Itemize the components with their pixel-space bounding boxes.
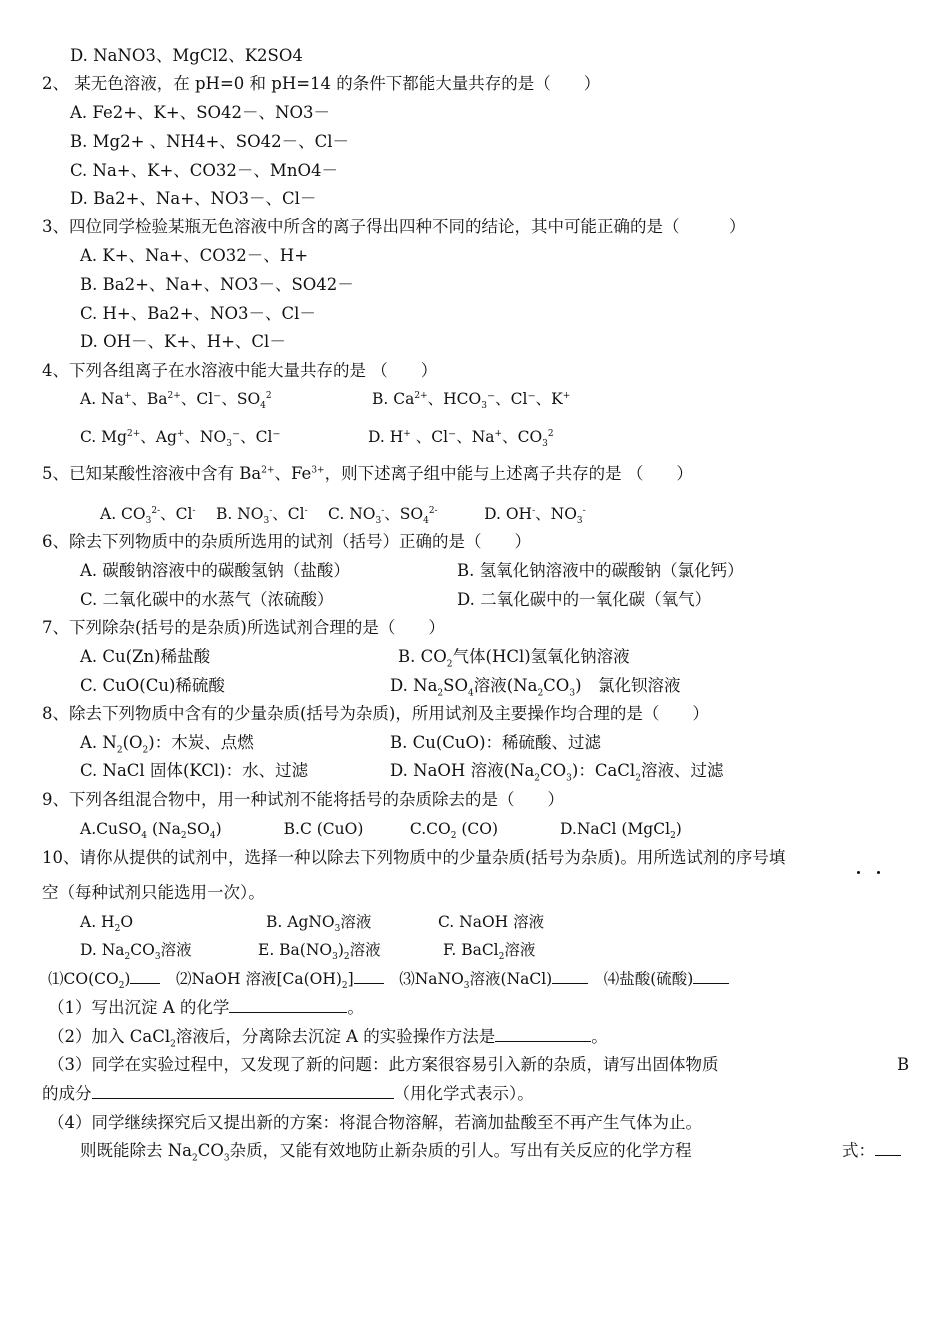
q3-option-d: D. OH－、K+、H+、Cl－ (80, 332, 286, 351)
q8-option-d: D. NaOH 溶液$(Na_2CO_3)$：CaCl$_2$溶液、过滤 (390, 761, 724, 784)
q10-stem-line1: 10、请你从提供的试剂中，选择一种以除去下列物质中的少量杂质(括号为杂质)。用所选试剂的序号填 (42, 848, 786, 867)
q9-stem: 9、下列各组混合物中，用一种试剂不能将括号的杂质除去的是（ ） (42, 790, 564, 809)
q8-option-c: C. NaCl 固体(KCl)：水、过滤 (80, 761, 309, 780)
sub-question-4-cont: 则既能除去 $Na_2CO_3$杂质，又能有效地防止新杂质的引人。写出有关反应的化学方程 (80, 1141, 692, 1164)
sub-question-3-cont: 的成分 （用化学式表示）。 (42, 1084, 534, 1103)
q8-option-a: A. $N_2(O_2)$：木炭、点燃 (80, 733, 254, 756)
q6-option-b: B. 氢氧化钠溶液中的碳酸钠（氯化钙） (457, 561, 744, 580)
answer-blank-1[interactable] (130, 969, 160, 984)
q3-option-a: A. K+、Na+、CO32－、H+ (80, 246, 309, 265)
q10-reagent-f: F. BaCl$_2$溶液 (443, 941, 536, 963)
q10-reagent-c: C. NaOH 溶液 (438, 913, 545, 931)
sub-question-3-letter: B (897, 1055, 910, 1074)
q10-reagent-e: E. $Ba(NO_3)_2$溶液 (258, 941, 381, 963)
q6-option-a: A. 碳酸钠溶液中的碳酸氢钠（盐酸） (80, 561, 350, 580)
emphasis-dot (857, 871, 860, 874)
q7-option-a: A. Cu(Zn)稀盐酸 (80, 647, 211, 666)
q10-reagent-d: D. $Na_2CO_3$溶液 (80, 941, 192, 963)
sub-question-3: （3）同学在实验过程中，又发现了新的问题：此方案很容易引入新的杂质，请写出固体物质 (48, 1055, 719, 1074)
q7-option-b: B. $CO_2$气体(HCl)氢氧化钠溶液 (398, 647, 630, 670)
answer-blank-2[interactable] (354, 969, 384, 984)
q3-option-b: B. Ba2+、Na+、NO3－、SO42－ (80, 275, 354, 294)
q2-option-b: B. Mg2+ 、NH4+、SO42－、Cl－ (70, 132, 350, 151)
sub-question-2: （2）加入 CaCl$_2$溶液后，分离除去沉淀 A 的实验操作方法是 。 (48, 1027, 608, 1050)
q4-stem: 4、下列各组离子在水溶液中能大量共存的是 （ ） (42, 361, 438, 380)
sub-question-4: （4）同学继续探究后又提出新的方案：将混合物溶解，若滴加盐酸至不再产生气体为止。 (48, 1113, 702, 1132)
q6-stem: 6、除去下列物质中的杂质所选用的试剂（括号）正确的是（ ） (42, 532, 531, 551)
q5-stem: 5、已知某酸性溶液中含有 $Ba^{2+}$、$Fe^{3+}$，则下述离子组中能与上述离子共存的是 （ ） (42, 464, 693, 483)
q4-option-a: A. Na+、$Ba^{2+}$、Cl⁻、$SO_4^2$ (80, 390, 272, 412)
solid-b-composition-blank[interactable] (92, 1084, 394, 1099)
sub-question-1: （1）写出沉淀 A 的化学 。 (48, 998, 364, 1017)
q9-options: A.CuSO$_4$ $(Na_2SO_4)$ B.C (CuO) $C.CO_2$ (CO) D.NaCl (MgCl$_2$) (80, 820, 682, 842)
answer-blank-4[interactable] (693, 969, 729, 984)
q10-blanks-row: $⑴CO(CO_2)$ ⑵NaOH 溶液$[Ca(OH)_2]$ ⑶NaNO$_3$溶液(NaCl) ⑷盐酸(硫酸) (48, 968, 729, 990)
q4-option-d: D. H+ 、Cl⁻、Na+、$CO_3^2$ (368, 428, 554, 450)
q6-option-c: C. 二氧化碳中的水蒸气（浓硫酸） (80, 590, 334, 609)
q8-stem: 8、除去下列物质中含有的少量杂质(括号为杂质)，所用试剂及主要操作均合理的是（ ） (42, 704, 709, 723)
q2-option-c: C. Na+、K+、CO32－、MnO4－ (70, 161, 338, 180)
q2-option-d: D. Ba2+、Na+、NO3－、Cl－ (70, 189, 317, 208)
q8-option-b: B. Cu(CuO)：稀硫酸、过滤 (390, 733, 602, 752)
q10-reagent-a: A. $H_2O$ (80, 913, 134, 935)
q1-option-d: D. NaNO3、MgCl2、K2SO4 (70, 46, 303, 65)
q3-stem: 3、四位同学检验某瓶无色溶液中所含的离子得出四种不同的结论，其中可能正确的是（ ） (42, 217, 746, 236)
q7-stem: 7、下列除杂(括号的是杂质)所选试剂合理的是（ ） (42, 618, 445, 637)
q4-option-b: B. $Ca^{2+}$、$HCO_3^-$、Cl⁻、K+ (372, 390, 571, 412)
q7-option-c: C. CuO(Cu)稀硫酸 (80, 676, 225, 695)
q10-stem-line2: 空（每种试剂只能选用一次）。 (42, 883, 265, 902)
equation-blank[interactable] (875, 1141, 901, 1156)
q3-option-c: C. H+、Ba2+、NO3－、Cl－ (80, 304, 316, 323)
q2-stem: 2、 某无色溶液，在 pH=0 和 pH=14 的条件下都能大量共存的是（ ） (42, 74, 601, 93)
q4-option-c: C. $Mg^{2+}$、Ag+、$NO_3^-$、Cl⁻ (80, 428, 281, 450)
separation-method-blank[interactable] (495, 1027, 591, 1042)
q7-option-d: D. $Na_2SO_4$溶液$(Na_2CO_3)$ 氯化钡溶液 (390, 676, 681, 699)
q2-option-a: A. Fe2+、K+、SO42－、NO3－ (70, 103, 330, 122)
q6-option-d: D. 二氧化碳中的一氧化碳（氧气） (457, 590, 712, 609)
emphasis-dot (877, 871, 880, 874)
q10-reagent-b: B. AgNO$_3$溶液 (266, 913, 372, 935)
q5-options: A. $CO_3^{2-}$、Cl- B. $NO_3^-$、Cl- C. $NO_3^-$、$SO_4^{2-}$ D. OH-、$NO_3^-$ (100, 505, 586, 527)
answer-blank-3[interactable] (552, 969, 588, 984)
sub-question-4-end: 式： (842, 1140, 901, 1162)
precipitate-formula-blank[interactable] (229, 998, 347, 1013)
